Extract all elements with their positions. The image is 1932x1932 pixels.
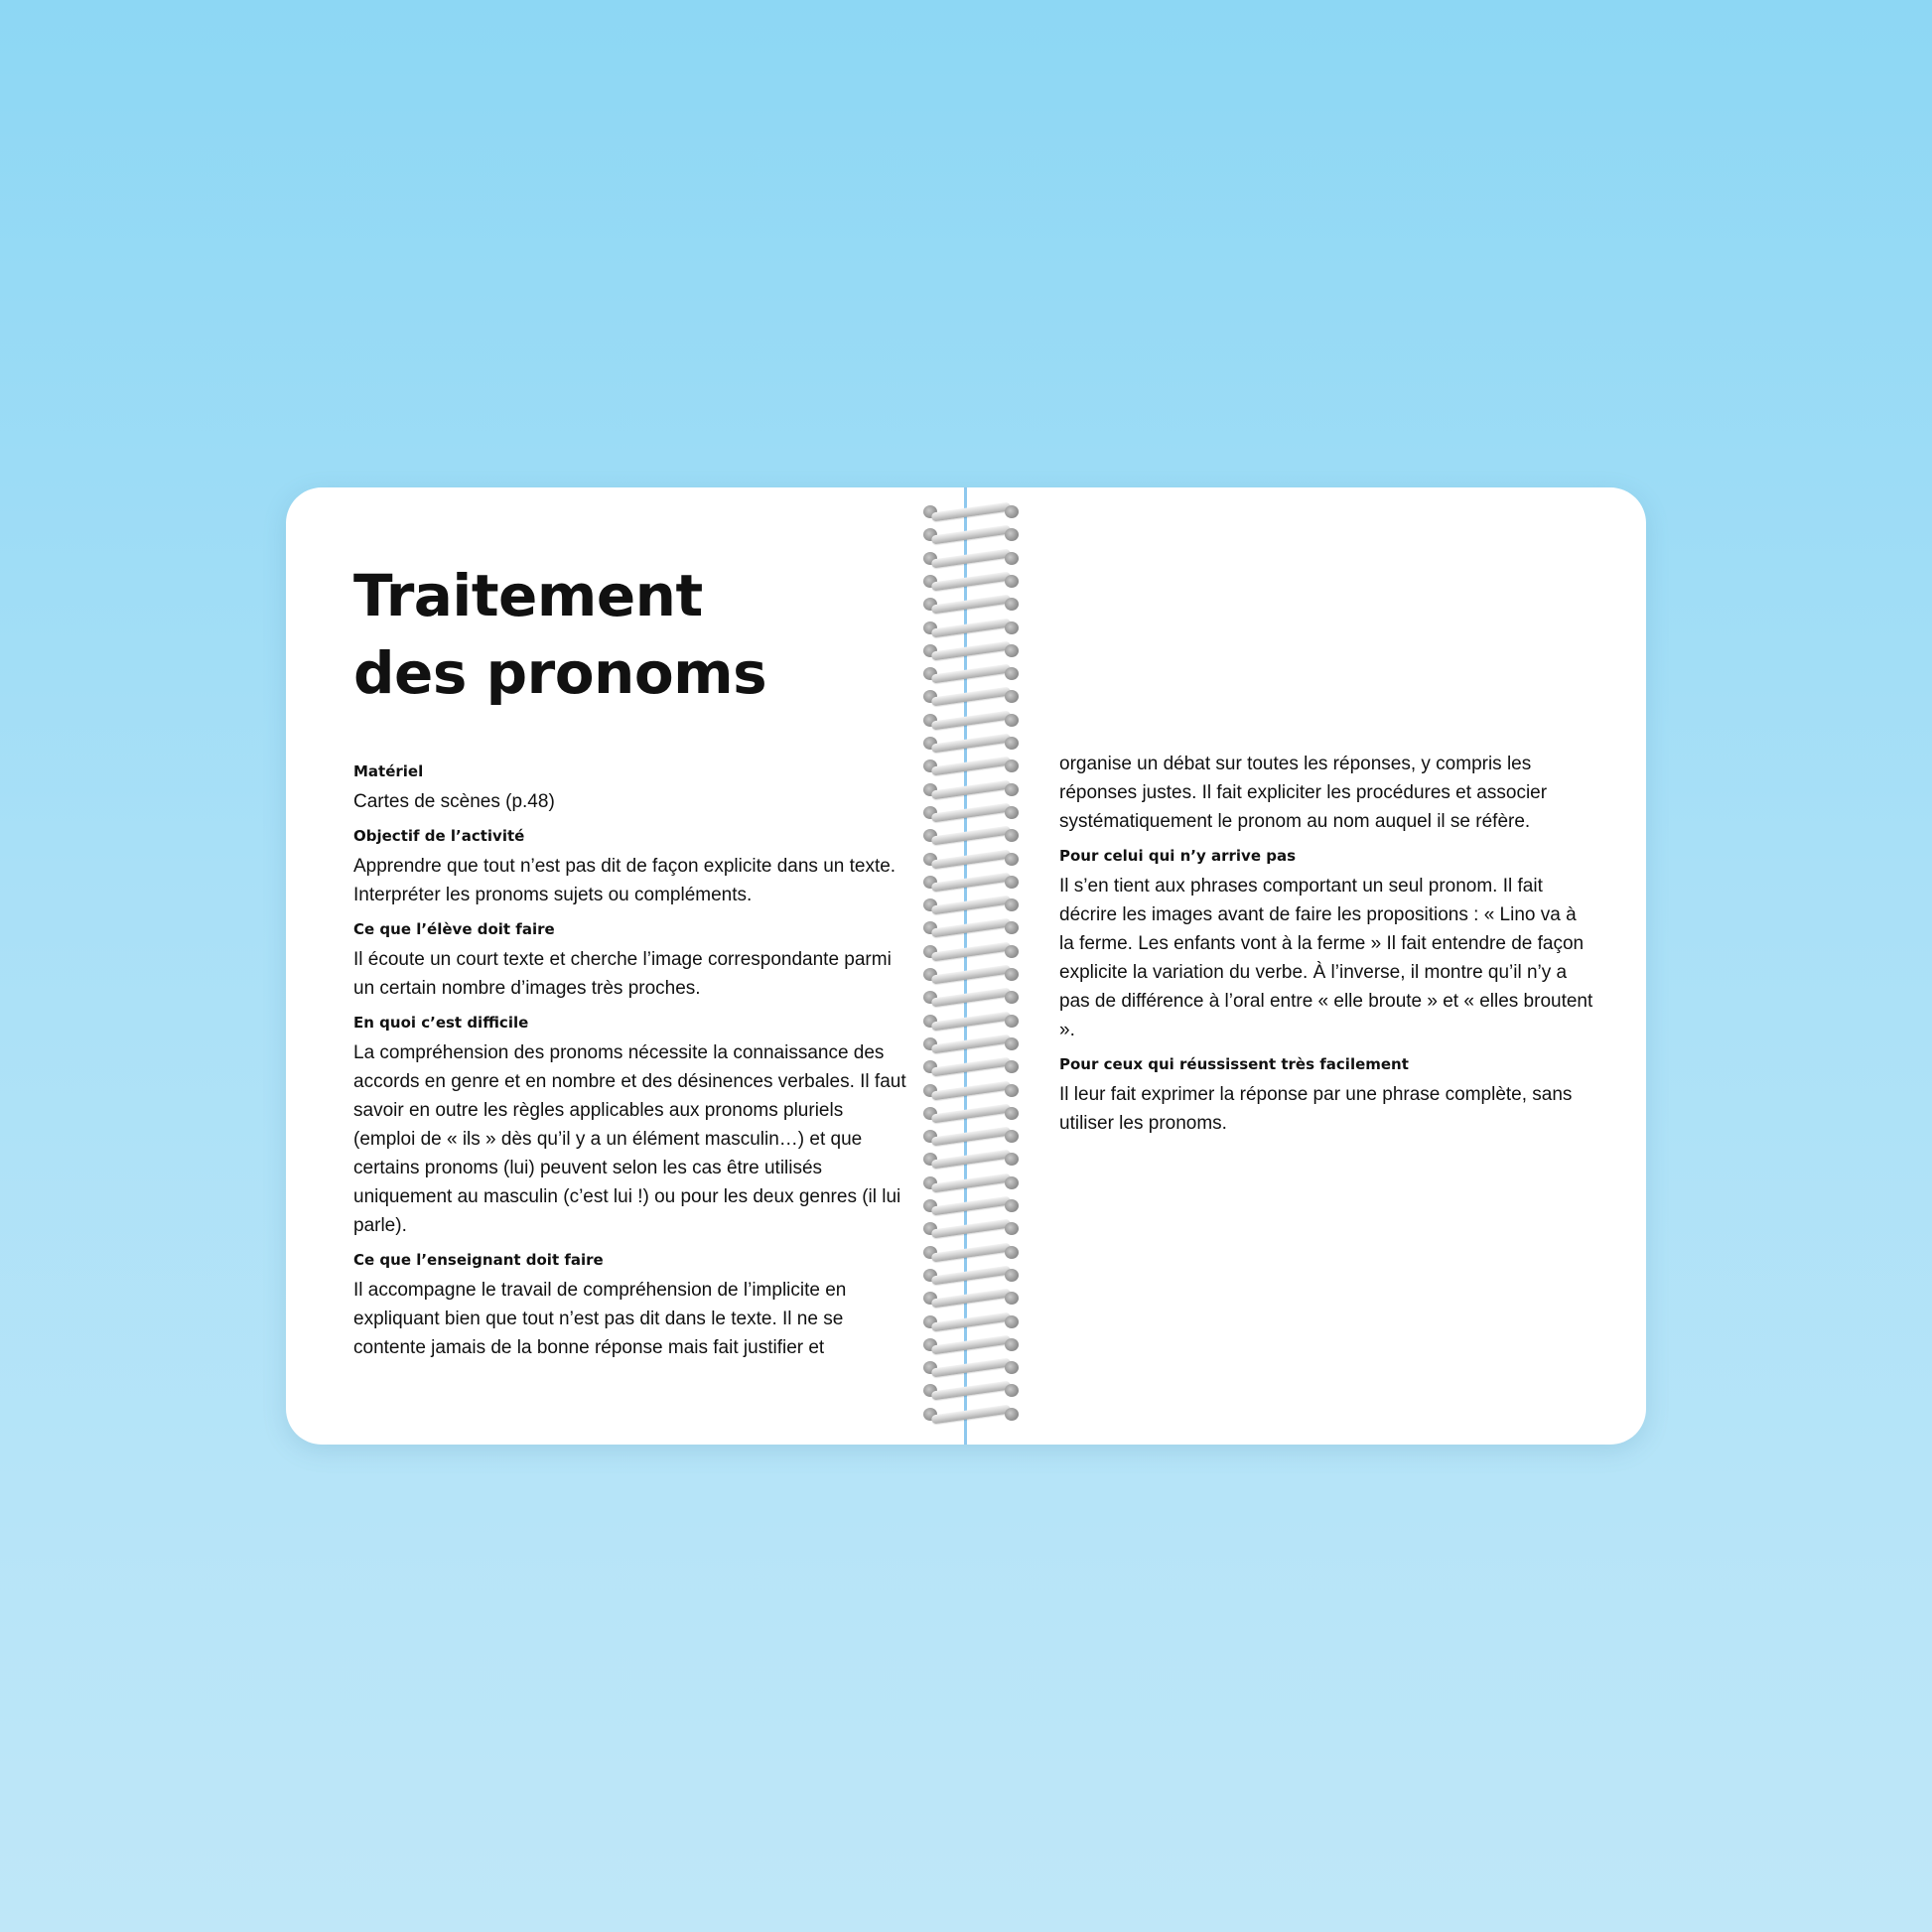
page-title — [353, 557, 909, 712]
spiral-ring — [923, 1361, 1019, 1373]
section-enseignant — [353, 1250, 909, 1362]
ring-hole — [1005, 1153, 1019, 1166]
ring-hole — [1005, 829, 1019, 842]
spiral-ring — [923, 898, 1019, 910]
spiral-ring — [923, 1084, 1019, 1096]
spiral-ring — [923, 505, 1019, 517]
ring-hole — [1005, 644, 1019, 657]
section-heading: Matériel — [353, 762, 424, 780]
spiral-ring — [923, 1338, 1019, 1350]
section-heading: Ce que l’élève doit faire — [353, 920, 555, 938]
spiral-ring — [923, 1176, 1019, 1188]
ring-hole — [1005, 505, 1019, 518]
spiral-ring — [923, 644, 1019, 656]
ring-hole — [1005, 1408, 1019, 1421]
ring-hole — [1005, 1269, 1019, 1282]
ring-hole — [1005, 898, 1019, 911]
spiral-ring — [923, 1130, 1019, 1142]
spiral-ring — [923, 667, 1019, 679]
section-body: Il écoute un court texte et cherche l’image correspondante parmi un certain nombre d’images très proches. — [353, 949, 892, 999]
left-page — [353, 557, 909, 1372]
ring-hole — [1005, 552, 1019, 565]
spiral-ring — [923, 806, 1019, 818]
spiral-ring — [923, 737, 1019, 749]
spiral-ring — [923, 1037, 1019, 1049]
ring-hole — [1005, 528, 1019, 541]
ring-hole — [1005, 714, 1019, 727]
ring-hole — [1005, 759, 1019, 772]
spiral-ring — [923, 759, 1019, 771]
ring-hole — [1005, 1338, 1019, 1351]
section-ceux-qui — [1059, 1054, 1595, 1138]
ring-hole — [1005, 945, 1019, 958]
spiral-ring — [923, 552, 1019, 564]
section-materiel — [353, 761, 909, 816]
spiral-ring — [923, 1199, 1019, 1211]
section-body: La compréhension des pronoms nécessite la connaissance des accords en genre et en nombre et des désinences verbales. Il faut savoir en outre les règles applicables aux pronoms pluriels (emploi de « ils » dès qu’il y a un élément masculin…) et que certains pronoms (lui) peuvent selon les cas être utilisés uniquement au masculin (c’est lui !) ou pour les deux genres (il lui parle). — [353, 1042, 906, 1236]
ring-hole — [1005, 1176, 1019, 1189]
spiral-ring — [923, 783, 1019, 795]
ring-hole — [1005, 991, 1019, 1004]
spiral-ring — [923, 1222, 1019, 1234]
notebook-spread — [286, 487, 1646, 1445]
spiral-ring — [923, 876, 1019, 888]
ring-hole — [1005, 783, 1019, 796]
spiral-ring — [923, 528, 1019, 540]
ring-hole — [1005, 1292, 1019, 1305]
spiral-ring — [923, 714, 1019, 726]
section-body: Il accompagne le travail de compréhension de l’implicite en expliquant bien que tout n’est pas dit dans le texte. Il ne se contente jamais de la bonne réponse mais fait justifier et — [353, 1280, 847, 1358]
spiral-ring — [923, 1060, 1019, 1072]
spiral-ring — [923, 853, 1019, 865]
title-line-1: Traitement — [353, 562, 703, 629]
ring-hole — [1005, 1130, 1019, 1143]
spiral-ring — [923, 1269, 1019, 1281]
spiral-ring — [923, 1246, 1019, 1258]
continuation-text: organise un débat sur toutes les réponses, y compris les réponses justes. Il fait expliciter les procédures et associer systématiquement le pronom au nom auquel il se réfère. — [1059, 754, 1548, 832]
spiral-ring — [923, 921, 1019, 933]
ring-hole — [1005, 1199, 1019, 1212]
spiral-ring — [923, 598, 1019, 610]
section-heading: Objectif de l’activité — [353, 827, 525, 845]
section-eleve — [353, 919, 909, 1003]
ring-hole — [1005, 806, 1019, 819]
section-heading: Pour ceux qui réussissent très facilement — [1059, 1055, 1409, 1073]
ring-hole — [1005, 1107, 1019, 1120]
spiral-ring — [923, 1408, 1019, 1420]
section-difficile — [353, 1013, 909, 1240]
section-body: Cartes de scènes (p.48) — [353, 791, 555, 812]
ring-hole — [1005, 853, 1019, 866]
title-line-2: des pronoms — [353, 639, 767, 707]
spiral-ring — [923, 1315, 1019, 1327]
section-objectif — [353, 826, 909, 909]
spiral-ring — [923, 1015, 1019, 1027]
ring-hole — [1005, 876, 1019, 889]
section-body: Il s’en tient aux phrases comportant un seul pronom. Il fait décrire les images avant de faire les propositions : « Lino va à la ferme. Les enfants vont à la ferme » Il fait entendre de façon explicite la variation du verbe. À l’inverse, il montre qu’il n’y a pas de différence à l’oral entre « elle broute » et « elles broutent ». — [1059, 876, 1593, 1040]
spiral-ring — [923, 991, 1019, 1003]
ring-hole — [1005, 968, 1019, 981]
spiral-ring — [923, 621, 1019, 633]
spiral-ring — [923, 829, 1019, 841]
section-body: Apprendre que tout n’est pas dit de façon explicite dans un texte. Interpréter les pronoms sujets ou compléments. — [353, 856, 897, 905]
spiral-ring — [923, 690, 1019, 702]
ring-hole — [1005, 1384, 1019, 1397]
section-heading: Ce que l’enseignant doit faire — [353, 1251, 604, 1269]
section-body: Il leur fait exprimer la réponse par une phrase complète, sans utiliser les pronoms. — [1059, 1084, 1573, 1134]
spiral-ring — [923, 1292, 1019, 1304]
section-heading: Pour celui qui n’y arrive pas — [1059, 847, 1297, 865]
ring-hole — [1005, 921, 1019, 934]
ring-hole — [1005, 1222, 1019, 1235]
ring-hole — [1005, 1060, 1019, 1073]
ring-hole — [1005, 667, 1019, 680]
right-page — [1059, 750, 1595, 1148]
spiral-ring — [923, 968, 1019, 980]
section-heading: En quoi c’est difficile — [353, 1014, 529, 1032]
ring-hole — [1005, 1361, 1019, 1374]
ring-hole — [1005, 737, 1019, 750]
ring-hole — [1005, 598, 1019, 611]
ring-hole — [1005, 1084, 1019, 1097]
spiral-ring — [923, 1107, 1019, 1119]
ring-hole — [1005, 1246, 1019, 1259]
spiral-ring — [923, 945, 1019, 957]
ring-hole — [1005, 1015, 1019, 1028]
spiral-ring — [923, 575, 1019, 587]
ring-hole — [1005, 575, 1019, 588]
ring-hole — [1005, 1037, 1019, 1050]
spiral-ring — [923, 1153, 1019, 1165]
ring-hole — [1005, 621, 1019, 634]
spiral-ring — [923, 1384, 1019, 1396]
ring-hole — [1005, 1315, 1019, 1328]
section-celui-qui — [1059, 846, 1595, 1044]
ring-hole — [1005, 690, 1019, 703]
